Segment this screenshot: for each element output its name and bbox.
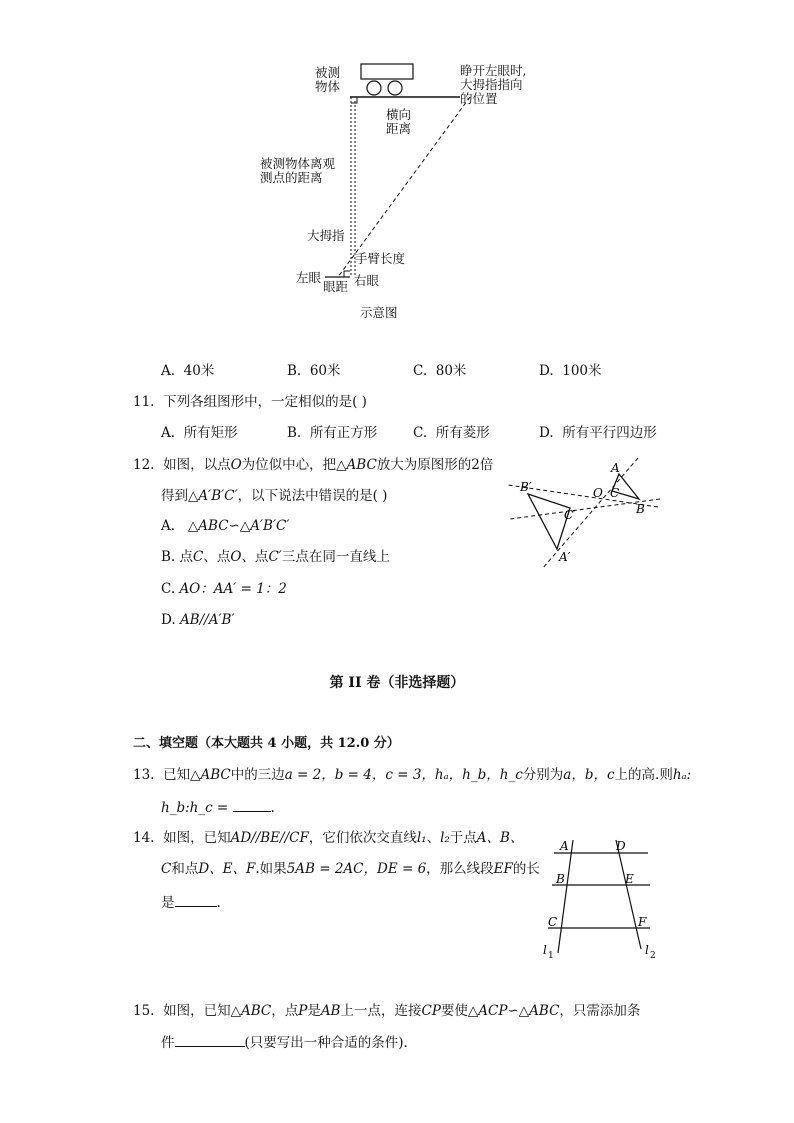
- right-eye-label: 右眼: [354, 273, 380, 288]
- label-B: B: [636, 502, 645, 516]
- q10-option-b[interactable]: B. 60米: [287, 363, 341, 379]
- q12-homothety-diagram: [500, 455, 670, 575]
- q12-stem-line1: 12. 如图，以点O为位似中心，把△ABC放大为原图形的2倍: [133, 457, 494, 473]
- label-C1: C′: [564, 508, 576, 522]
- q15-line2: 件 (只要写出一种合适的条件).: [161, 1032, 408, 1052]
- thumb-label: 大拇指: [307, 228, 345, 243]
- label-O: O: [593, 486, 603, 500]
- label-l1-sub: 1: [548, 951, 554, 961]
- q13-answer-blank[interactable]: [233, 797, 271, 812]
- figure-caption: 示意图: [360, 305, 398, 320]
- left-eye-label: 左眼: [296, 270, 322, 285]
- q11-stem: 11. 下列各组图形中，一定相似的是( ): [133, 394, 367, 410]
- q14-line3: 是 .: [161, 892, 221, 912]
- q15-line1: 15. 如图，已知△ABC，点P是AB上一点，连接CP要使△ACP∽△ABC，只需添加条: [133, 1003, 641, 1019]
- label-C: C: [548, 915, 558, 929]
- label-D: D: [616, 839, 626, 853]
- right-angle-bottom: [344, 271, 350, 277]
- label-l2-sub: 2: [650, 951, 656, 961]
- q14-line1: 14. 如图，已知AD//BE//CF，它们依次交直线l₁、l₂于点A、B、: [133, 830, 524, 846]
- label-B1: B′: [520, 480, 532, 494]
- label-A: A: [611, 461, 620, 475]
- part2-heading: 二、填空题（本大题共 4 小题，共 12.0 分）: [133, 736, 400, 751]
- label-A1: A′: [559, 550, 571, 564]
- q12-homothety-figure: [500, 455, 670, 575]
- section2-title: 第 II 卷（非选择题）: [329, 675, 465, 691]
- object-wheel-right: [388, 81, 402, 95]
- q12-option-d[interactable]: D. AB//A′B′: [161, 612, 235, 628]
- line-l1: [558, 840, 573, 953]
- label-A: A: [560, 839, 569, 853]
- q12-option-c[interactable]: C. AO：AA′ = 1：2: [161, 581, 287, 597]
- q11-option-d[interactable]: D. 所有平行四边形: [539, 425, 657, 441]
- label-l2: l: [645, 943, 649, 957]
- lateral-distance-label: 横向 距离: [386, 107, 412, 136]
- label-l1: l: [543, 943, 547, 957]
- q11-option-a[interactable]: A. 所有矩形: [161, 425, 238, 441]
- object-wheel-left: [367, 81, 381, 95]
- q14-line2: C和点D、E、F.如果5AB = 2AC，DE = 6，那么线段EF的长: [161, 861, 540, 877]
- label-C: C: [610, 486, 620, 500]
- object-distance-label: 被测物体离观 测点的距离: [260, 156, 336, 185]
- q10-option-c[interactable]: C. 80米: [413, 363, 467, 379]
- q14-answer-blank[interactable]: [175, 892, 217, 907]
- arm-length-label: 手臂长度: [355, 251, 406, 266]
- q12-option-b[interactable]: B. 点C、点O、点C′三点在同一直线上: [161, 549, 390, 565]
- q10-option-d[interactable]: D. 100米: [539, 363, 602, 379]
- right-angle-top: [351, 97, 357, 103]
- q11-option-c[interactable]: C. 所有菱形: [413, 425, 490, 441]
- eye-distance-label: 眼距: [323, 279, 349, 294]
- thumb-direction-label: 睁开左眼时, 大拇指指向 的位置: [460, 63, 527, 106]
- line-a-a1: [542, 458, 638, 569]
- q13-line1: 13. 已知△ABC中的三边a = 2，b = 4，c = 3，hₐ，h_b，h_c分别为a，b，c上的高.则hₐ:: [133, 767, 692, 783]
- q14-parallel-lines-diagram: [538, 835, 668, 965]
- q14-parallel-lines-figure: [538, 835, 668, 965]
- label-B: B: [556, 872, 565, 886]
- label-F: F: [638, 915, 647, 929]
- q15-answer-blank[interactable]: [175, 1032, 245, 1047]
- label-E: E: [625, 872, 634, 886]
- q10-option-a[interactable]: A. 40米: [161, 363, 215, 379]
- q13-line2: h_b:h_c = .: [161, 797, 275, 817]
- line-l2: [616, 840, 641, 949]
- q12-option-a[interactable]: A. △ABC∽△A′B′C′: [161, 518, 290, 534]
- object-body: [361, 64, 413, 79]
- q11-option-b[interactable]: B. 所有正方形: [287, 425, 378, 441]
- object-label: 被测 物体: [315, 65, 341, 94]
- q12-stem-line2: 得到△A′B′C′，以下说法中错误的是( ): [161, 488, 388, 504]
